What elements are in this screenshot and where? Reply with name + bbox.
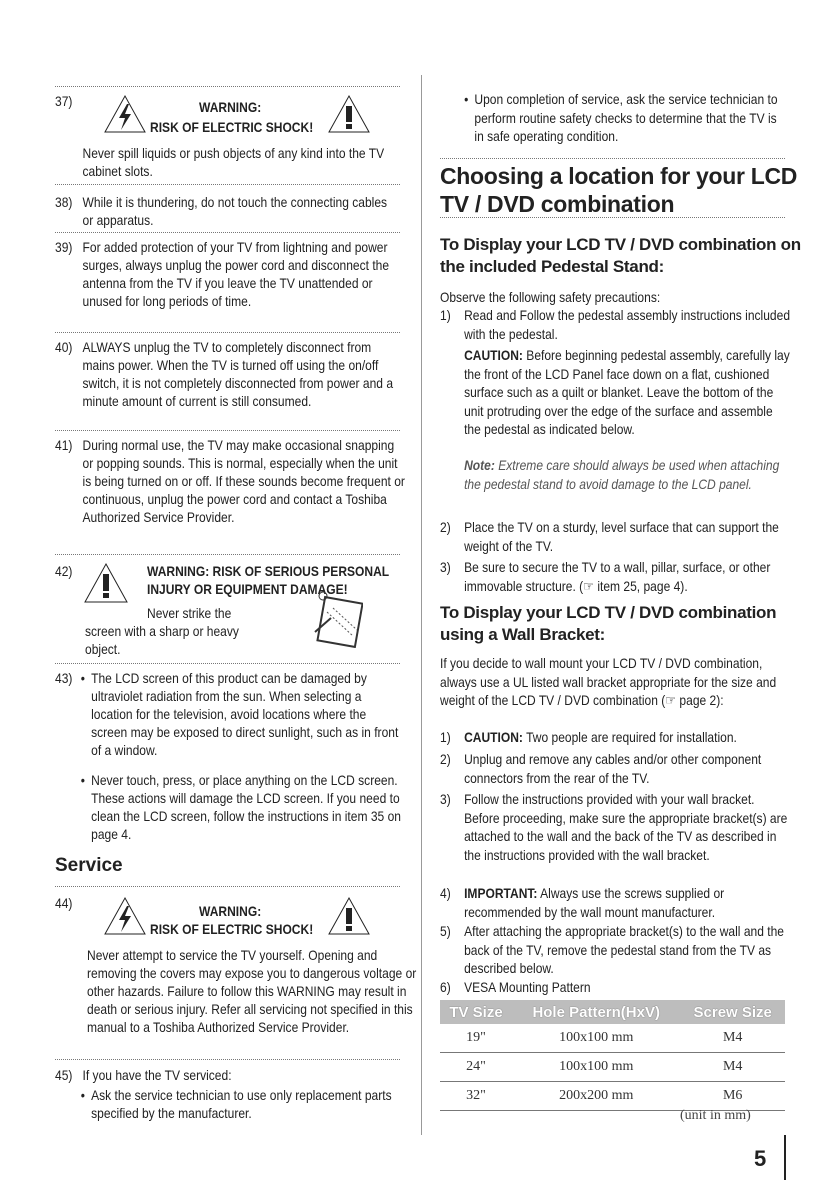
step-text: Follow the instructions provided with your wall bracket. Before proceeding, make sure the appropriate bracket(s) are attached to the wall and the back of the TV as described in the instructions provided with the wall bracket. — [464, 791, 788, 863]
column-header: Hole Pattern(HxV) — [512, 1000, 680, 1024]
warning-heading: WARNING: — [199, 903, 262, 919]
caution-label: CAUTION: — [464, 729, 523, 745]
item-number: 37) — [55, 93, 73, 109]
separator — [55, 232, 400, 233]
caution-label: CAUTION: — [464, 347, 523, 363]
item-text: Never attempt to service the TV yourself. Opening and removing the covers may expose you to dangerous voltage or other hazards. Failure to follow this WARNING may result in death or serious injury. Refer all servicing not specified in this manual to a Toshiba Authorized Service Provider. — [87, 947, 417, 1035]
step-text: Unplug and remove any cables and/or other component connectors from the rear of the TV. — [464, 751, 762, 786]
step-text: Place the TV on a sturdy, level surface that can support the weight of the TV. — [464, 519, 779, 554]
step-text: Two people are required for installation. — [526, 729, 737, 745]
vesa-table — [440, 1000, 785, 1111]
item-number: 44) — [55, 895, 73, 911]
step-text: Always use the screws supplied or recommended by the wall mount manufacturer. — [464, 885, 725, 920]
table-row — [440, 1024, 785, 1053]
unit-note: (unit in mm) — [680, 1108, 751, 1123]
step-text: Read and Follow the pedestal assembly instructions included with the pedestal. — [464, 307, 791, 342]
separator — [55, 86, 400, 87]
table-cell: 32" — [440, 1082, 512, 1111]
table-cell: M6 — [680, 1082, 785, 1111]
note-label: Note: — [464, 457, 495, 473]
step-number: 2) — [440, 519, 451, 535]
note-text: Extreme care should always be used when attaching the pedestal stand to avoid damage to the LCD panel. — [464, 457, 780, 492]
item-number: 38) — [55, 194, 73, 210]
item-number: 39) — [55, 239, 73, 255]
separator — [55, 1059, 400, 1060]
separator — [440, 158, 785, 159]
page-number-bar — [784, 1135, 786, 1180]
step-number: 3) — [440, 791, 451, 807]
exclamation-warning-icon — [83, 562, 129, 604]
section-heading-wall-bracket: To Display your LCD TV / DVD combination using a Wall Bracket: — [440, 603, 777, 644]
separator — [55, 430, 400, 431]
warning-heading: WARNING: — [199, 99, 262, 115]
observe-text — [440, 288, 784, 307]
separator — [55, 663, 400, 664]
step-number: 5) — [440, 923, 451, 939]
step-text: After attaching the appropriate bracket(s) to the wall and the back of the TV, remove the pedestal stand from the TV as described below. — [464, 923, 784, 976]
electric-shock-warning-icon — [103, 94, 147, 134]
step-number: 1) — [440, 729, 451, 745]
wall-intro — [440, 654, 784, 710]
bullet-text: • Upon completion of service, ask the service technician to perform routine safety checks to determine that the TV is in safe operating condition. — [474, 90, 784, 146]
page-title: Choosing a location for your LCD TV / DVD combination — [440, 163, 798, 217]
table-cell: 24" — [440, 1053, 512, 1082]
item-text: screen with a sharp or heavy object. — [85, 623, 239, 657]
step-number: 6) — [440, 979, 451, 995]
table-cell: 200x200 mm — [512, 1082, 680, 1111]
table-row — [440, 1053, 785, 1082]
exclamation-warning-icon — [327, 896, 371, 936]
item-number: 40) — [55, 339, 73, 355]
item-number: 42) — [55, 563, 73, 579]
table-cell: M4 — [680, 1053, 785, 1082]
item-number: 41) — [55, 437, 73, 453]
step-text: VESA Mounting Pattern — [464, 979, 591, 995]
table-header-row — [440, 1000, 785, 1024]
page-number: 5 — [754, 1146, 767, 1171]
item-text: If you have the TV serviced: — [82, 1067, 232, 1083]
item-text: Never spill liquids or push objects of any kind into the TV cabinet slots. — [82, 145, 385, 179]
step-number: 1) — [440, 307, 451, 323]
electric-shock-warning-icon — [103, 896, 147, 936]
caution-text: Before beginning pedestal assembly, carefully lay the front of the LCD Panel face down on a flat, cushioned surface such as a quilt or blanket. Leave the bottom of the unit protruding over the edge of the surface and assemble the pedestal as indicated below. — [464, 347, 790, 437]
section-heading-service: Service — [55, 855, 123, 876]
table-row — [440, 1082, 785, 1111]
warning-subheading: RISK OF ELECTRIC SHOCK! — [150, 119, 314, 135]
intro-text: Observe the following safety precautions: — [440, 289, 661, 305]
column-header: TV Size — [440, 1000, 512, 1024]
exclamation-warning-icon — [327, 94, 371, 134]
separator — [55, 332, 400, 333]
separator — [55, 886, 400, 887]
item-text: While it is thundering, do not touch the connecting cables or apparatus. — [82, 194, 388, 228]
item-text: Never strike the — [147, 605, 232, 621]
item-text: For added protection of your TV from lightning and power surges, always unplug the power cord and disconnect the antenna from the TV if you leave the TV unattended or unused for long periods of time. — [82, 239, 390, 309]
important-label: IMPORTANT: — [464, 885, 538, 901]
step-text: Be sure to secure the TV to a wall, pillar, surface, or other immovable structure. (☞ item 25, page 4). — [464, 559, 771, 594]
item-text: During normal use, the TV may make occasional snapping or popping sounds. This is normal, especially when the unit is being turned on or off. If these sounds become frequent or continuous, unplug the power cord and contact a Toshiba Authorized Service Provider. — [82, 437, 405, 525]
tv-impact-illustration — [313, 588, 363, 648]
bullet-text: • The LCD screen of this product can be damaged by ultraviolet radiation from the sun. When selecting a location for the television, avoid locations where the screen may be exposed to direct sunlight, such as in front of a window. — [91, 669, 405, 759]
step-number: 4) — [440, 885, 451, 901]
table-cell: 19" — [440, 1024, 512, 1053]
warning-heading: WARNING: RISK OF SERIOUS PERSONAL INJURY OR EQUIPMENT DAMAGE! — [147, 563, 389, 597]
item-number: 43) — [55, 670, 73, 686]
separator — [440, 217, 785, 218]
step-number: 3) — [440, 559, 451, 575]
table-cell: M4 — [680, 1024, 785, 1053]
column-header: Screw Size — [680, 1000, 785, 1024]
table-cell: 100x100 mm — [512, 1024, 680, 1053]
warning-subheading: RISK OF ELECTRIC SHOCK! — [150, 921, 314, 937]
bullet-text: • Ask the service technician to use only replacement parts specified by the manufacturer. — [91, 1086, 401, 1122]
item-text: ALWAYS unplug the TV to completely disconnect from mains power. When the TV is turned off using the on/off switch, it is not completely disconnected from power and a minute amount of current is still consumed. — [82, 339, 394, 409]
step-number: 2) — [440, 751, 451, 767]
separator — [55, 554, 400, 555]
section-heading-pedestal: To Display your LCD TV / DVD combination on the included Pedestal Stand: — [440, 235, 801, 276]
bullet-text: • Never touch, press, or place anything on the LCD screen. These actions will damage the LCD screen. If you need to clean the LCD screen, follow the instructions in item 35 on page 4. — [91, 771, 405, 843]
table-cell: 100x100 mm — [512, 1053, 680, 1082]
intro-text: If you decide to wall mount your LCD TV / DVD combination, always use a UL listed wall bracket appropriate for the size and weight of the LCD TV / DVD combination (☞ page 2): — [440, 655, 777, 708]
item-number: 45) — [55, 1067, 73, 1083]
separator — [55, 184, 400, 185]
